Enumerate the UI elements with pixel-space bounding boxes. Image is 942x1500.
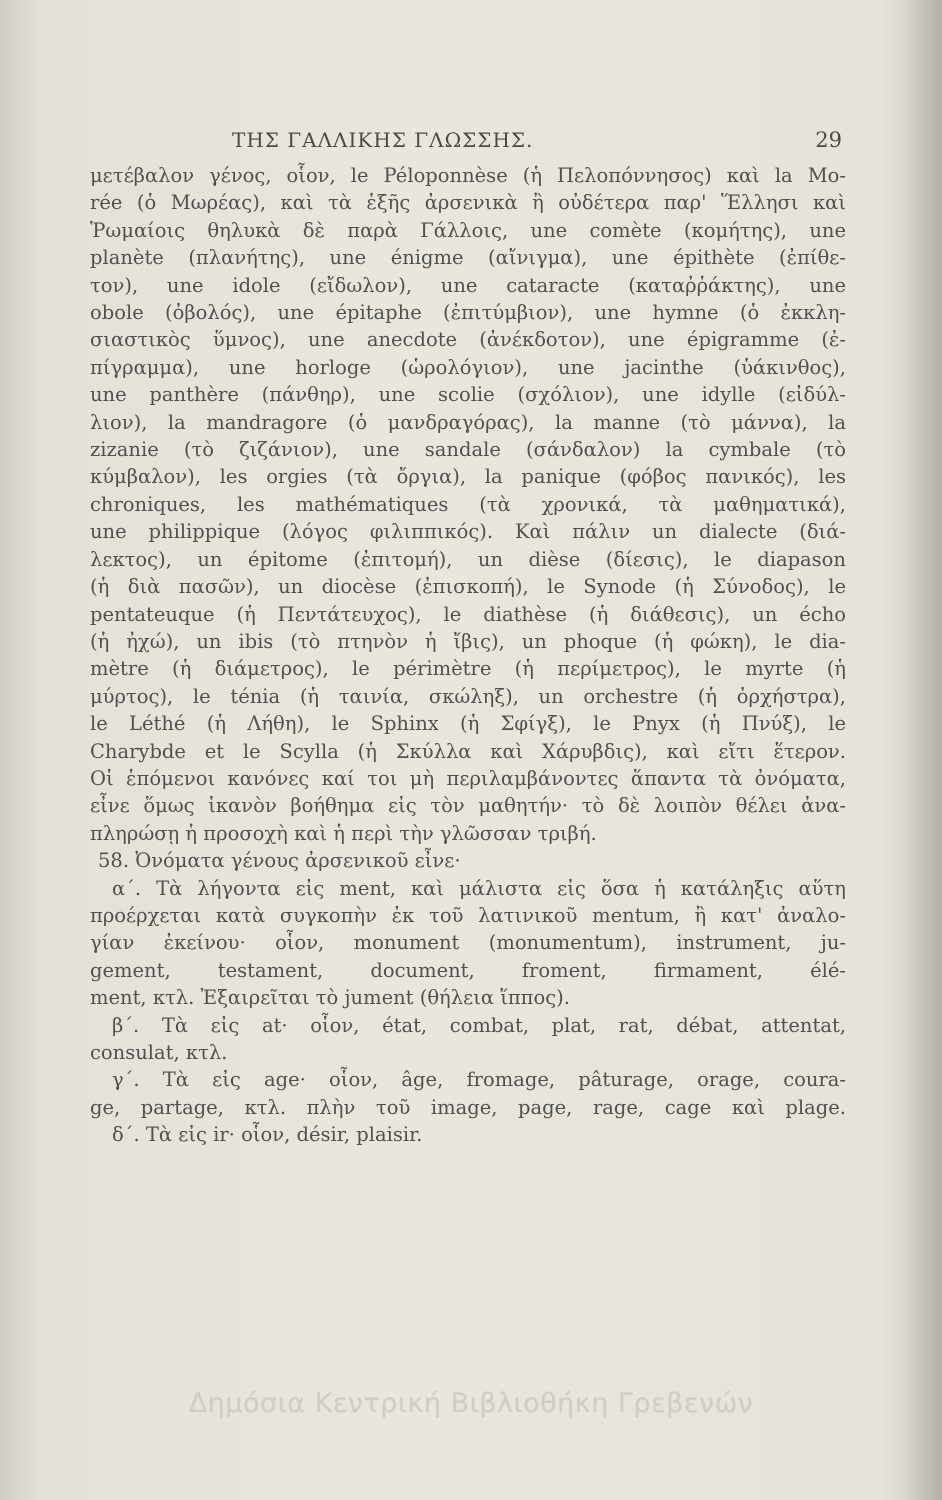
- page-header: [92, 128, 842, 158]
- text-line: mètre (ἡ διάμετρος), le périmètre (ἡ περίμετρος), le myrte (ἡ: [90, 657, 846, 681]
- text-line: Charybde et le Scylla (ἡ Σκύλλα καὶ Χάρυβδις), καὶ εἴτι ἕτερον.: [90, 739, 846, 763]
- text-line: μετέβαλον γένος, οἷον, le Péloponnèse (ἡ Πελοπόννησος) καὶ la Mo-: [90, 164, 846, 187]
- text-line: τον), une idole (εἴδωλον), une cataracte (καταῤῥάκτης), une: [90, 273, 846, 297]
- text-line: une panthère (πάνθηρ), une scolie (σχόλιον), une idylle (εἰδύλ-: [90, 383, 846, 407]
- rule-d-line: δ΄. Τὰ εἰς ir· οἷον, désir, plaisir.: [112, 1123, 423, 1147]
- text-line: chroniques, les mathématiques (τὰ χρονικά, τὰ μαθηματικά),: [90, 492, 846, 516]
- text-line: εἶνε ὅμως ἱκανὸν βοήθημα εἰς τὸν μαθητήν· τὸ δὲ λοιπὸν θέλει ἀνα-: [90, 794, 846, 818]
- section-heading: 58. Ὀνόματα γένους ἀρσενικοῦ εἶνε·: [98, 849, 461, 873]
- text-line: Ῥωμαίοις θηλυκὰ δὲ παρὰ Γάλλοις, une comète (κομήτης), une: [90, 218, 846, 242]
- running-title: ΤΗΣ ΓΑΛΛΙΚΗΣ ΓΛΩΣΣΗΣ.: [232, 128, 534, 152]
- rule-a-line: gement, testament, document, froment, firmament, élé-: [90, 958, 846, 982]
- text-line: (ἡ ἠχώ), un ibis (τὸ πτηνὸν ἡ ἴβις), un phoque (ἡ φώκη), le dia-: [90, 629, 846, 653]
- text-line: obole (ὀβολός), une épitaphe (ἐπιτύμβιον), une hymne (ὁ ἐκκλη-: [90, 301, 846, 325]
- rule-a-line: προέρχεται κατὰ συγκοπὴν ἐκ τοῦ λατινικοῦ mentum, ἢ κατ' ἀναλο-: [90, 903, 846, 927]
- rule-a-line: γίαν ἐκείνου· οἷον, monument (monumentum), instrument, ju-: [90, 931, 846, 955]
- text-line: pentateuque (ἡ Πεντάτευχος), le diathèse (ἡ διάθεσις), un écho: [90, 602, 846, 626]
- text-line: πληρώσῃ ἡ προσοχὴ καὶ ἡ περὶ τὴν γλῶσσαν τριβή.: [90, 821, 597, 845]
- text-line: λεκτος), un épitome (ἐπιτομή), un dièse (δίεσις), le diapason: [90, 547, 846, 571]
- body-text: [90, 162, 846, 1149]
- rule-c-line: γ΄. Τὰ εἰς age· οἷον, âge, fromage, pâturage, orage, coura-: [112, 1068, 846, 1092]
- text-line: λιον), la mandragore (ὁ μανδραγόρας), la manne (τὸ μάννα), la: [90, 410, 846, 434]
- text-line: le Léthé (ἡ Λήθη), le Sphinx (ἡ Σφίγξ), le Pnyx (ἡ Πνύξ), le: [90, 712, 846, 736]
- rule-c-line: ge, partage, κτλ. πλὴν τοῦ image, page, rage, cage καὶ plage.: [90, 1095, 846, 1119]
- text-line: κύμβαλον), les orgies (τὰ ὄργια), la panique (φόβος πανικός), les: [90, 465, 846, 489]
- text-line: πίγραμμα), une horloge (ὡρολόγιον), une jacinthe (ὑάκινθος),: [90, 355, 846, 379]
- text-line: zizanie (τὸ ζιζάνιον), une sandale (σάνδαλον) la cymbale (τὸ: [90, 438, 846, 462]
- text-line: rée (ὁ Μωρέας), καὶ τὰ ἑξῆς ἀρσενικὰ ἢ οὐδέτερα παρ' Ἕλλησι καὶ: [90, 191, 846, 215]
- binding-shadow: [902, 0, 942, 1500]
- rule-a-line: ment, κτλ. Ἐξαιρεῖται τὸ jument (θήλεια ἵππος).: [90, 986, 570, 1010]
- rule-b-line: consulat, κτλ.: [90, 1041, 228, 1064]
- rule-b-line: β΄. Τὰ εἰς at· οἷον, état, combat, plat, rat, débat, attentat,: [112, 1013, 846, 1037]
- text-line: σιαστικὸς ὕμνος), une anecdote (ἀνέκδοτον), une épigramme (ἐ-: [90, 328, 846, 352]
- page-number: 29: [815, 128, 842, 152]
- rule-a-line: α΄. Τὰ λήγοντα εἰς ment, καὶ μάλιστα εἰς ὅσα ἡ κατάληξις αὕτη: [112, 876, 846, 900]
- text-line: une philippique (λόγος φιλιππικός). Καὶ πάλιν un dialecte (διά-: [90, 520, 846, 544]
- text-line: Οἱ ἑπόμενοι κανόνες καί τοι μὴ περιλαμβάνοντες ἅπαντα τὰ ὀνόματα,: [90, 766, 846, 790]
- text-line: (ἡ διὰ πασῶν), un diocèse (ἐπισκοπή), le Synode (ἡ Σύνοδος), le: [90, 575, 846, 599]
- text-line: μύρτος), le ténia (ἡ ταινία, σκώληξ), un orchestre (ἡ ὀρχήστρα),: [90, 684, 846, 708]
- text-line: planète (πλανήτης), une énigme (αἴνιγμα), une épithète (ἐπίθε-: [90, 246, 846, 270]
- library-watermark: Δημόσια Κεντρική Βιβλιοθήκη Γρεβενών: [188, 1388, 754, 1419]
